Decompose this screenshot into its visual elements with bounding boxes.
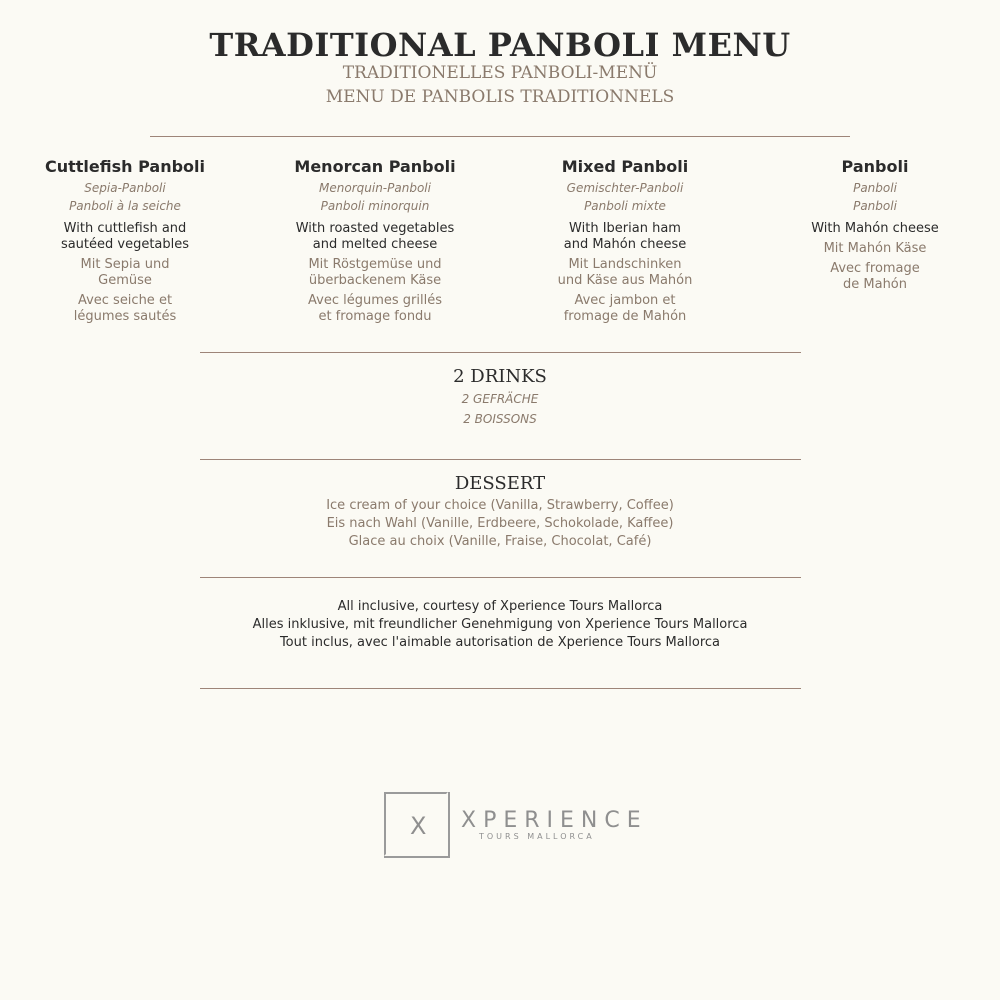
- logo-mark: X: [410, 812, 427, 840]
- item-name: Mixed Panboli: [561, 157, 689, 176]
- item-name: Panboli: [841, 157, 909, 176]
- inclusive-de: Alles inklusive, mit freundlicher Genehmigung von Xperience Tours Mallorca: [252, 617, 748, 632]
- item-description-en: With Iberian ham and Mahón cheese: [563, 221, 687, 252]
- menu-subtitle-fr: MENU DE PANBOLIS TRADITIONNELS: [325, 87, 675, 107]
- menu-title: TRADITIONAL PANBOLI MENU: [209, 26, 791, 64]
- item-name-fr: Panboli à la seiche: [69, 199, 181, 213]
- item-name-fr: Panboli minorquin: [320, 199, 430, 213]
- xperience-logo: [384, 792, 648, 862]
- inclusive-en: All inclusive, courtesy of Xperience Tours Mallorca: [337, 599, 663, 614]
- item-description-de: Mit Landschinken und Käse aus Mahón: [557, 257, 693, 288]
- item-description-de: Mit Sepia und Gemüse: [80, 257, 170, 288]
- item-description-fr: Avec jambon et fromage de Mahón: [563, 293, 687, 324]
- item-description-fr: Avec seiche et légumes sautés: [73, 293, 177, 324]
- dessert-en: Ice cream of your choice (Vanilla, Strawberry, Coffee): [326, 498, 674, 513]
- item-name-fr: Panboli mixte: [584, 199, 666, 213]
- item-name-de: Menorquin-Panboli: [319, 181, 431, 195]
- item-description-de: Mit Röstgemüse und überbackenem Käse: [308, 257, 442, 288]
- menu-item-cuttlefish-panboli: [15, 157, 235, 325]
- dessert-title: DESSERT: [454, 473, 546, 494]
- item-description-en: With cuttlefish and sautéed vegetables: [60, 221, 190, 252]
- menu-item-panboli: [765, 157, 985, 293]
- drinks-de: 2 GEFRÄCHE: [461, 392, 539, 406]
- item-name: Menorcan Panboli: [294, 157, 456, 176]
- item-description-en: With roasted vegetables and melted cheese: [295, 221, 455, 252]
- divider: [200, 459, 801, 460]
- logo-tagline: TOURS MALLORCA: [479, 832, 595, 841]
- item-name: Cuttlefish Panboli: [44, 157, 205, 176]
- divider: [200, 577, 801, 578]
- dessert-de: Eis nach Wahl (Vanille, Erdbeere, Schokolade, Kaffee): [326, 516, 674, 531]
- dessert-fr: Glace au choix (Vanille, Fraise, Chocolat, Café): [348, 534, 652, 549]
- logo-wordmark: XPERIENCE: [461, 808, 648, 833]
- item-name-de: Gemischter-Panboli: [566, 181, 684, 195]
- inclusive-fr: Tout inclus, avec l'aimable autorisation de Xperience Tours Mallorca: [279, 635, 721, 650]
- item-name-fr: Panboli: [853, 199, 897, 213]
- item-name-de: Panboli: [853, 181, 897, 195]
- divider: [200, 688, 801, 689]
- drinks-title: 2 DRINKS: [453, 366, 547, 387]
- menu-item-menorcan-panboli: [265, 157, 485, 325]
- drinks-fr: 2 BOISSONS: [463, 412, 537, 426]
- item-description-fr: Avec légumes grillés et fromage fondu: [308, 293, 442, 324]
- menu-item-mixed-panboli: [515, 157, 735, 325]
- divider: [200, 352, 801, 353]
- item-name-de: Sepia-Panboli: [84, 181, 166, 195]
- menu-subtitle-de: TRADITIONELLES PANBOLI-MENÜ: [342, 63, 658, 83]
- item-description-en: With Mahón cheese: [811, 221, 939, 236]
- divider: [150, 136, 850, 137]
- item-description-fr: Avec fromage de Mahón: [830, 261, 920, 292]
- item-description-de: Mit Mahón Käse: [823, 241, 927, 256]
